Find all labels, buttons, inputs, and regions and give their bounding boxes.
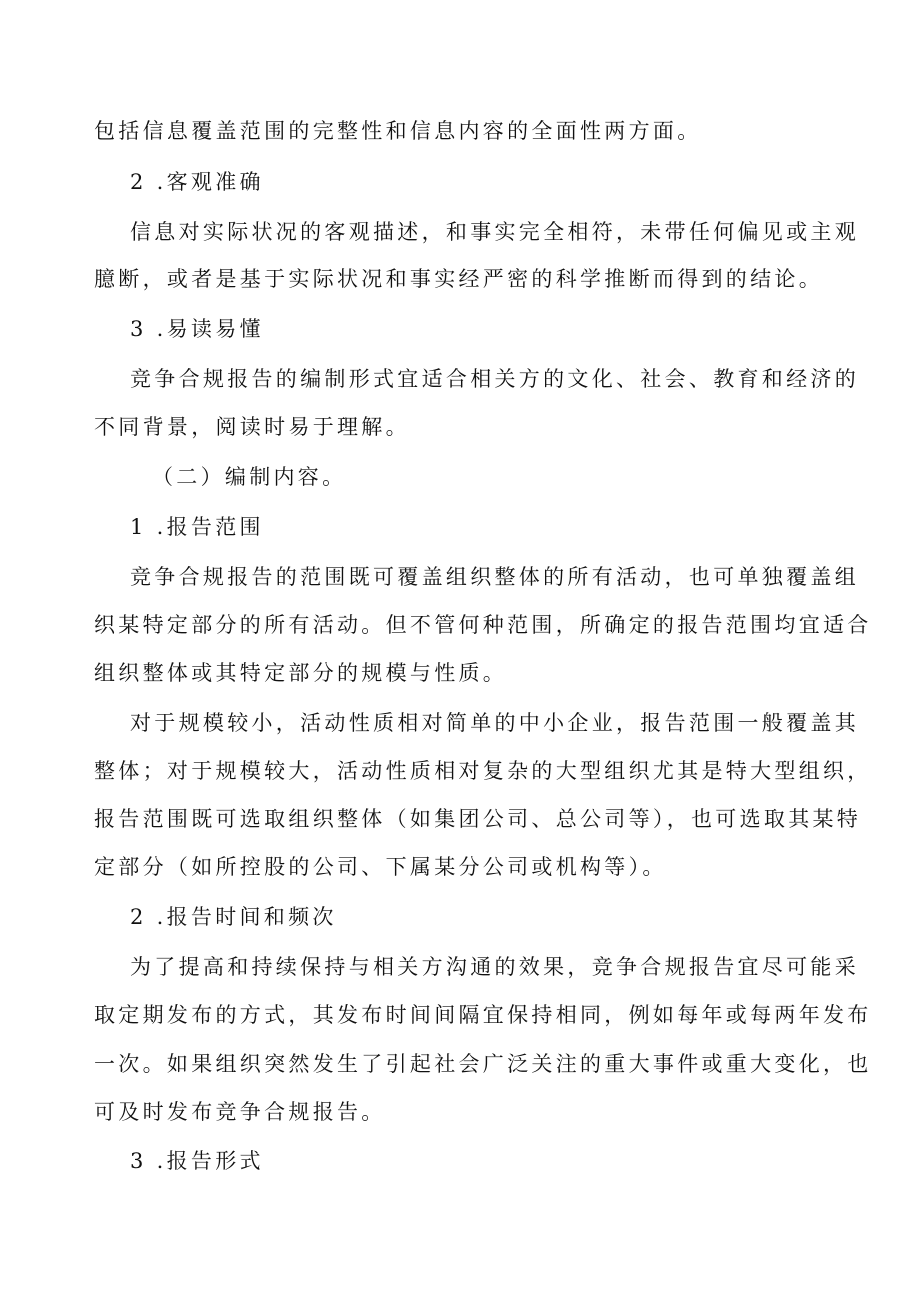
body-text-line: 为了提高和持续保持与相关方沟通的效果，竞争合规报告宜尽可能采 [130, 955, 859, 979]
body-text-line: 信息对实际状况的客观描述，和事实完全相符，未带任何偏见或主观 [130, 220, 859, 244]
body-text-line: 组织整体或其特定部分的规模与性质。 [94, 661, 508, 685]
body-text-line: 整体；对于规模较大，活动性质相对复杂的大型组织尤其是特大型组织， [94, 759, 872, 783]
body-text-line: 竞争合规报告的范围既可覆盖组织整体的所有活动，也可单独覆盖组 [130, 565, 859, 589]
body-text-line: 不同背景，阅读时易于理解。 [94, 415, 410, 439]
section-heading-1: 1 .报告范围 [130, 515, 264, 539]
body-text-line: 取定期发布的方式，其发布时间间隔宜保持相同，例如每年或每两年发布 [94, 1003, 872, 1027]
body-text-line: 可及时发布竞争合规报告。 [94, 1100, 386, 1124]
section-heading-3: 3 .报告形式 [130, 1149, 264, 1173]
body-text-line: 臆断，或者是基于实际状况和事实经严密的科学推断而得到的结论。 [94, 267, 823, 291]
section-heading-3: 3 .易读易懂 [130, 317, 264, 341]
section-heading-2: 2 .客观准确 [130, 170, 264, 194]
body-text-line: 报告范围既可选取组织整体（如集团公司、总公司等），也可选取其某特 [94, 807, 862, 831]
subsection-heading: （二）编制内容。 [152, 465, 347, 489]
body-text-line: 竞争合规报告的编制形式宜适合相关方的文化、社会、教育和经济的 [130, 367, 859, 391]
body-text-line: 一次。如果组织突然发生了引起社会广泛关注的重大事件或重大变化，也 [94, 1052, 872, 1076]
section-heading-2: 2 .报告时间和频次 [130, 905, 337, 929]
body-text-line: 织某特定部分的所有活动。但不管何种范围，所确定的报告范围均宜适合 [94, 613, 872, 637]
body-text-line: 定部分（如所控股的公司、下属某分公司或机构等）。 [94, 855, 667, 879]
body-text-line: 包括信息覆盖范围的完整性和信息内容的全面性两方面。 [94, 119, 702, 143]
body-text-line: 对于规模较小，活动性质相对简单的中小企业，报告范围一般覆盖其 [130, 711, 859, 735]
